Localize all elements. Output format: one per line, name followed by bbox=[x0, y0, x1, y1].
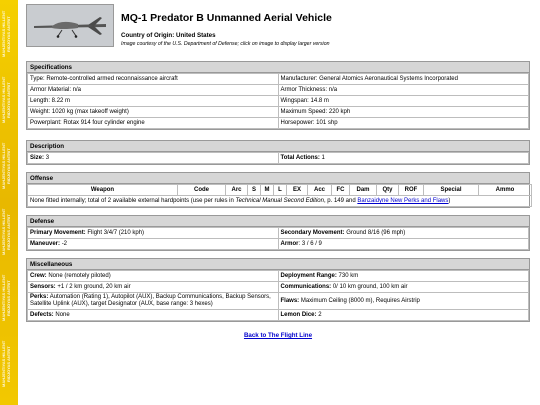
page-header bbox=[26, 4, 530, 54]
section-heading: Defense bbox=[27, 216, 529, 227]
sensors-cell: Sensors: +1 / 2 km ground, 20 km air bbox=[28, 282, 279, 293]
table-row bbox=[28, 118, 529, 129]
sidebar-logo: MAHJENTIYAS HILLENT RIDJOYAS ANTRIT bbox=[1, 76, 11, 124]
specifications-table bbox=[27, 73, 529, 129]
perks-cell: Perks: Automation (Rating 1), Autopilot (AUX), Backup Communications, Backup Sensors, Satellite Uplink (AUX), target Designator (AUX, base range: 3 hexes) bbox=[28, 293, 279, 310]
sidebar-logo: MAHJENTIYAS HILLENT RIDJOYAS ANTRIT bbox=[1, 274, 11, 322]
column-header: Arc bbox=[226, 185, 248, 196]
column-header: Weapon bbox=[28, 185, 178, 196]
table-cell: Armor Material: n/a bbox=[28, 85, 279, 96]
specifications-section bbox=[26, 61, 530, 130]
table-row bbox=[28, 310, 529, 321]
column-header: Acc bbox=[308, 185, 332, 196]
aircraft-image[interactable] bbox=[26, 4, 114, 47]
table-cell: Length: 8.22 m bbox=[28, 96, 279, 107]
secondary-movement-cell: Secondary Movement: Ground 8/16 (96 mph) bbox=[278, 228, 529, 239]
deployment-range-cell: Deployment Range: 730 km bbox=[278, 271, 529, 282]
description-section bbox=[26, 140, 530, 165]
communications-cell: Communications: 0/ 10 km ground, 100 km air bbox=[278, 282, 529, 293]
defense-section bbox=[26, 215, 530, 251]
footer bbox=[26, 332, 530, 339]
offense-table bbox=[27, 184, 532, 207]
table-cell: Weight: 1020 kg (max takeoff weight) bbox=[28, 107, 279, 118]
miscellaneous-table bbox=[27, 270, 529, 321]
defects-cell: Defects: None bbox=[28, 310, 279, 321]
table-cell: Type: Remote-controlled armed reconnaissance aircraft bbox=[28, 74, 279, 85]
origin-label: Country of Origin: bbox=[121, 32, 175, 39]
section-heading: Description bbox=[27, 141, 529, 152]
total-actions-cell: Total Actions: 1 bbox=[278, 153, 529, 164]
sidebar-logo: MAHJENTIYAS HILLENT RIDJOYAS ANTRIT bbox=[1, 340, 11, 388]
table-row bbox=[28, 96, 529, 107]
table-cell: Manufacturer: General Atomics Aeronautical Systems Incorporated bbox=[278, 74, 529, 85]
table-cell: Maximum Speed: 220 kph bbox=[278, 107, 529, 118]
main-content bbox=[26, 0, 530, 339]
table-row bbox=[28, 282, 529, 293]
origin-value: United States bbox=[176, 32, 216, 39]
primary-movement-cell: Primary Movement: Flight 3/4/7 (210 kph) bbox=[28, 228, 279, 239]
column-header: Special bbox=[424, 185, 479, 196]
sidebar-logo: MAHJENTIYAS HILLENT RIDJOYAS ANTRIT bbox=[1, 142, 11, 190]
table-row bbox=[28, 74, 529, 85]
table-cell: Wingspan: 14.8 m bbox=[278, 96, 529, 107]
table-row bbox=[28, 239, 529, 250]
crew-cell: Crew: None (remotely piloted) bbox=[28, 271, 279, 282]
size-cell: Size: 3 bbox=[28, 153, 279, 164]
maneuver-cell: Maneuver: -2 bbox=[28, 239, 279, 250]
sidebar-logo: MAHJENTIYAS HILLENT RIDJOYAS ANTRIT bbox=[1, 208, 11, 256]
column-header: EX bbox=[287, 185, 308, 196]
sidebar-logo: MAHJENTIYAS HILLENT RIDJOYAS ANTRIT bbox=[1, 10, 11, 58]
page-title: MQ-1 Predator B Unmanned Aerial Vehicle bbox=[121, 12, 332, 24]
miscellaneous-section bbox=[26, 258, 530, 322]
column-header: Dam bbox=[350, 185, 377, 196]
defense-table bbox=[27, 227, 529, 250]
table-row bbox=[28, 196, 532, 207]
perks-flaws-link[interactable]: Banzaidyne New Perks and Flaws bbox=[357, 198, 449, 204]
lemon-dice-cell: Lemon Dice: 2 bbox=[278, 310, 529, 321]
column-header: ROF bbox=[399, 185, 424, 196]
flaws-cell: Flaws: Maximum Ceiling (8000 m), Requires Airstrip bbox=[278, 293, 529, 310]
section-heading: Miscellaneous bbox=[27, 259, 529, 270]
image-courtesy: Image courtesy of the U.S. Department of Defense; click on image to display larger version bbox=[121, 41, 330, 47]
table-row bbox=[28, 107, 529, 118]
country-of-origin bbox=[121, 32, 332, 39]
table-header-row bbox=[28, 185, 532, 196]
column-header: Code bbox=[178, 185, 226, 196]
offense-section bbox=[26, 172, 530, 208]
table-cell: Armor Thickness: n/a bbox=[278, 85, 529, 96]
column-header: M bbox=[261, 185, 274, 196]
table-row bbox=[28, 153, 529, 164]
armor-cell: Armor: 3 / 6 / 9 bbox=[278, 239, 529, 250]
table-row bbox=[28, 85, 529, 96]
table-cell: Powerplant: Rotax 914 four cylinder engine bbox=[28, 118, 279, 129]
column-header: FC bbox=[332, 185, 350, 196]
section-heading: Specifications bbox=[27, 62, 529, 73]
header-text bbox=[121, 4, 332, 54]
description-table bbox=[27, 152, 529, 164]
table-row bbox=[28, 271, 529, 282]
column-header: S bbox=[248, 185, 261, 196]
section-heading: Offense bbox=[27, 173, 529, 184]
table-row bbox=[28, 228, 529, 239]
offense-note: None fitted internally; total of 2 available external hardpoints (use per rules in Technical Manual Second Edition, p. 149 and Banzaidyne New Perks and Flaws) bbox=[28, 196, 532, 207]
column-header: Qty bbox=[377, 185, 399, 196]
column-header: Ammo bbox=[479, 185, 532, 196]
back-to-flight-line-link[interactable]: Back to The Flight Line bbox=[243, 332, 313, 339]
drone-icon bbox=[28, 11, 112, 41]
sidebar-banner bbox=[0, 0, 18, 405]
table-row bbox=[28, 293, 529, 310]
table-cell: Horsepower: 101 shp bbox=[278, 118, 529, 129]
column-header: L bbox=[274, 185, 287, 196]
